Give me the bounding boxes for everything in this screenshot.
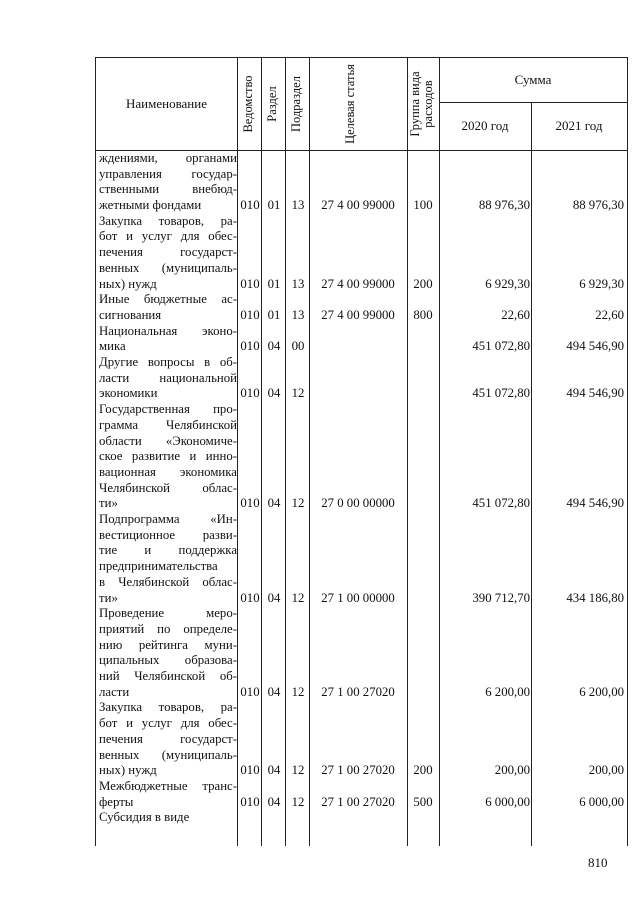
row-name [99, 214, 237, 292]
table-row [96, 700, 627, 779]
cell-razdel: 04 [267, 386, 281, 401]
cell-vedomstvo: 010 [240, 496, 260, 511]
row-name-line: тие и поддержка [99, 543, 237, 558]
cell-razdel: 04 [267, 794, 281, 809]
header-name: Наименование [126, 96, 207, 111]
cell-sum-2020: 88 976,30 [478, 198, 530, 213]
page-number: 810 [588, 855, 608, 870]
cell-vedomstvo: 010 [240, 198, 260, 213]
cell-sum-2021: 6 000,00 [579, 794, 624, 809]
row-name [99, 512, 237, 606]
header-razdel: Раздел [265, 86, 279, 122]
cell-sum-2021: 494 546,90 [566, 339, 624, 354]
row-name-line: Субсидия в виде [99, 810, 190, 825]
row-name [99, 355, 237, 402]
table-row [96, 779, 627, 810]
row-name-line: экономики [99, 386, 158, 401]
row-name-line: сигнования [99, 307, 162, 322]
cell-razdel: 01 [267, 276, 281, 291]
row-name-line: ти» [99, 590, 118, 605]
cell-gruppa: 500 [413, 794, 433, 809]
row-name-line: Иные бюджетные ас- [99, 292, 237, 307]
cell-podrazdel: 12 [291, 684, 305, 699]
header-vedomstvo: Ведомство [241, 75, 255, 133]
row-name-line: Межбюджетные транс- [99, 778, 237, 793]
cell-celevaya: 27 0 00 00000 [321, 496, 395, 511]
row-name [99, 779, 237, 810]
cell-razdel: 04 [267, 684, 281, 699]
cell-sum-2020: 200,00 [494, 763, 530, 778]
cell-sum-2021: 88 976,30 [572, 198, 624, 213]
table-row [96, 151, 627, 214]
row-name-line: венных (муниципаль- [99, 260, 237, 275]
cell-sum-2020: 22,60 [501, 307, 530, 322]
cell-sum-2020: 6 929,30 [485, 276, 530, 291]
row-name-line: Закупка товаров, ра- [99, 700, 237, 715]
row-name-line: ти» [99, 496, 118, 511]
row-name-line: ждениями, органами [99, 151, 237, 165]
cell-sum-2020: 390 712,70 [472, 590, 530, 605]
row-name-line: вационная экономика [99, 464, 237, 479]
row-name [99, 402, 237, 512]
row-name-line: ципальных образова- [99, 653, 237, 668]
row-name-line: управления государ- [99, 166, 237, 181]
header-year-2020: 2020 год [461, 118, 509, 133]
table-row [96, 810, 627, 826]
cell-sum-2020: 6 000,00 [485, 794, 530, 809]
cell-sum-2021: 200,00 [588, 763, 624, 778]
row-name-line: вестиционное разви- [99, 527, 237, 542]
cell-celevaya: 27 4 00 99000 [321, 198, 395, 213]
cell-celevaya: 27 1 00 27020 [321, 794, 395, 809]
row-name-line: ственными внебюд- [99, 182, 237, 197]
row-name-line: бот и услуг для обес- [99, 229, 237, 244]
row-name-line: Подпрограмма «Ин- [99, 512, 237, 527]
cell-vedomstvo: 010 [240, 763, 260, 778]
cell-sum-2021: 6 200,00 [579, 684, 624, 699]
row-name-line: бот и услуг для обес- [99, 716, 237, 731]
header-podrazdel: Подраздел [289, 76, 303, 132]
row-name-line: ферты [99, 794, 134, 809]
header-year-2021: 2021 год [555, 118, 603, 133]
table-row [96, 355, 627, 402]
cell-podrazdel: 12 [291, 590, 305, 605]
row-name [99, 700, 237, 778]
cell-razdel: 04 [267, 763, 281, 778]
row-name-line: предпринимательства [99, 559, 218, 574]
header-gruppa: Группа вида расходов [408, 71, 435, 137]
cell-podrazdel: 13 [291, 276, 305, 291]
row-name-line: в Челябинской облас- [99, 574, 237, 589]
row-name-line: Национальная эконо- [99, 323, 237, 338]
row-name-line: ласти [99, 684, 130, 699]
cell-gruppa: 100 [413, 198, 433, 213]
cell-podrazdel: 13 [291, 198, 305, 213]
cell-sum-2020: 6 200,00 [485, 684, 530, 699]
cell-podrazdel: 00 [291, 339, 305, 354]
cell-podrazdel: 13 [291, 307, 305, 322]
cell-celevaya: 27 1 00 00000 [321, 590, 395, 605]
row-name-line: Другие вопросы в об- [99, 355, 237, 370]
cell-razdel: 01 [267, 198, 281, 213]
table-row [96, 402, 627, 512]
table-row [96, 606, 627, 700]
cell-sum-2020: 451 072,80 [472, 339, 530, 354]
row-name-line: Государственная про- [99, 402, 237, 417]
cell-podrazdel: 12 [291, 763, 305, 778]
row-name-line: печения государст- [99, 731, 237, 746]
row-name-line: печения государст- [99, 245, 237, 260]
cell-vedomstvo: 010 [240, 794, 260, 809]
cell-vedomstvo: 010 [240, 307, 260, 322]
cell-podrazdel: 12 [291, 496, 305, 511]
row-name-line: Челябинской облас- [99, 480, 237, 495]
header-summa: Сумма [514, 72, 552, 87]
cell-gruppa: 200 [413, 763, 433, 778]
cell-celevaya: 27 1 00 27020 [321, 763, 395, 778]
cell-vedomstvo: 010 [240, 386, 260, 401]
cell-razdel: 04 [267, 496, 281, 511]
cell-sum-2020: 451 072,80 [472, 496, 530, 511]
row-name [99, 810, 237, 826]
cell-celevaya: 27 1 00 27020 [321, 684, 395, 699]
cell-sum-2021: 434 186,80 [566, 590, 624, 605]
cell-sum-2021: 494 546,90 [566, 386, 624, 401]
row-name-line: Закупка товаров, ра- [99, 213, 237, 228]
cell-razdel: 04 [267, 339, 281, 354]
row-name-line: ных) нужд [99, 276, 157, 291]
cell-sum-2021: 494 546,90 [566, 496, 624, 511]
cell-gruppa: 800 [413, 307, 433, 322]
cell-razdel: 04 [267, 590, 281, 605]
row-name-line: венных (муниципаль- [99, 747, 237, 762]
row-name-line: ласти национальной [99, 370, 237, 385]
cell-podrazdel: 12 [291, 386, 305, 401]
row-name-line: области «Экономиче- [99, 433, 237, 448]
row-name-line: жетными фондами [99, 198, 202, 213]
table-row [96, 324, 627, 355]
row-name [99, 606, 237, 700]
row-name [99, 324, 237, 355]
budget-table [95, 57, 628, 846]
row-name-line: нию рейтинга муни- [99, 637, 237, 652]
row-name [99, 292, 237, 323]
cell-sum-2021: 6 929,30 [579, 276, 624, 291]
row-name-line: Проведение меро- [99, 606, 237, 621]
row-name-line: ний Челябинской об- [99, 669, 237, 683]
cell-vedomstvo: 010 [240, 339, 260, 354]
cell-vedomstvo: 010 [240, 276, 260, 291]
table-body [96, 151, 627, 826]
cell-vedomstvo: 010 [240, 590, 260, 605]
row-name-line: ское развитие и инно- [99, 449, 237, 464]
cell-celevaya: 27 4 00 99000 [321, 276, 395, 291]
cell-gruppa: 200 [413, 276, 433, 291]
cell-celevaya: 27 4 00 99000 [321, 307, 395, 322]
row-name [99, 151, 237, 214]
row-name-line: ных) нужд [99, 763, 157, 778]
row-name-line: грамма Челябинской [99, 417, 237, 432]
cell-podrazdel: 12 [291, 794, 305, 809]
header-celevaya: Целевая статья [343, 64, 357, 144]
cell-sum-2020: 451 072,80 [472, 386, 530, 401]
table-row [96, 214, 627, 293]
cell-razdel: 01 [267, 307, 281, 322]
table-row [96, 292, 627, 323]
cell-vedomstvo: 010 [240, 684, 260, 699]
row-name-line: мика [99, 339, 126, 354]
cell-sum-2021: 22,60 [595, 307, 624, 322]
row-name-line: приятий по определе- [99, 621, 237, 636]
table-row [96, 512, 627, 606]
